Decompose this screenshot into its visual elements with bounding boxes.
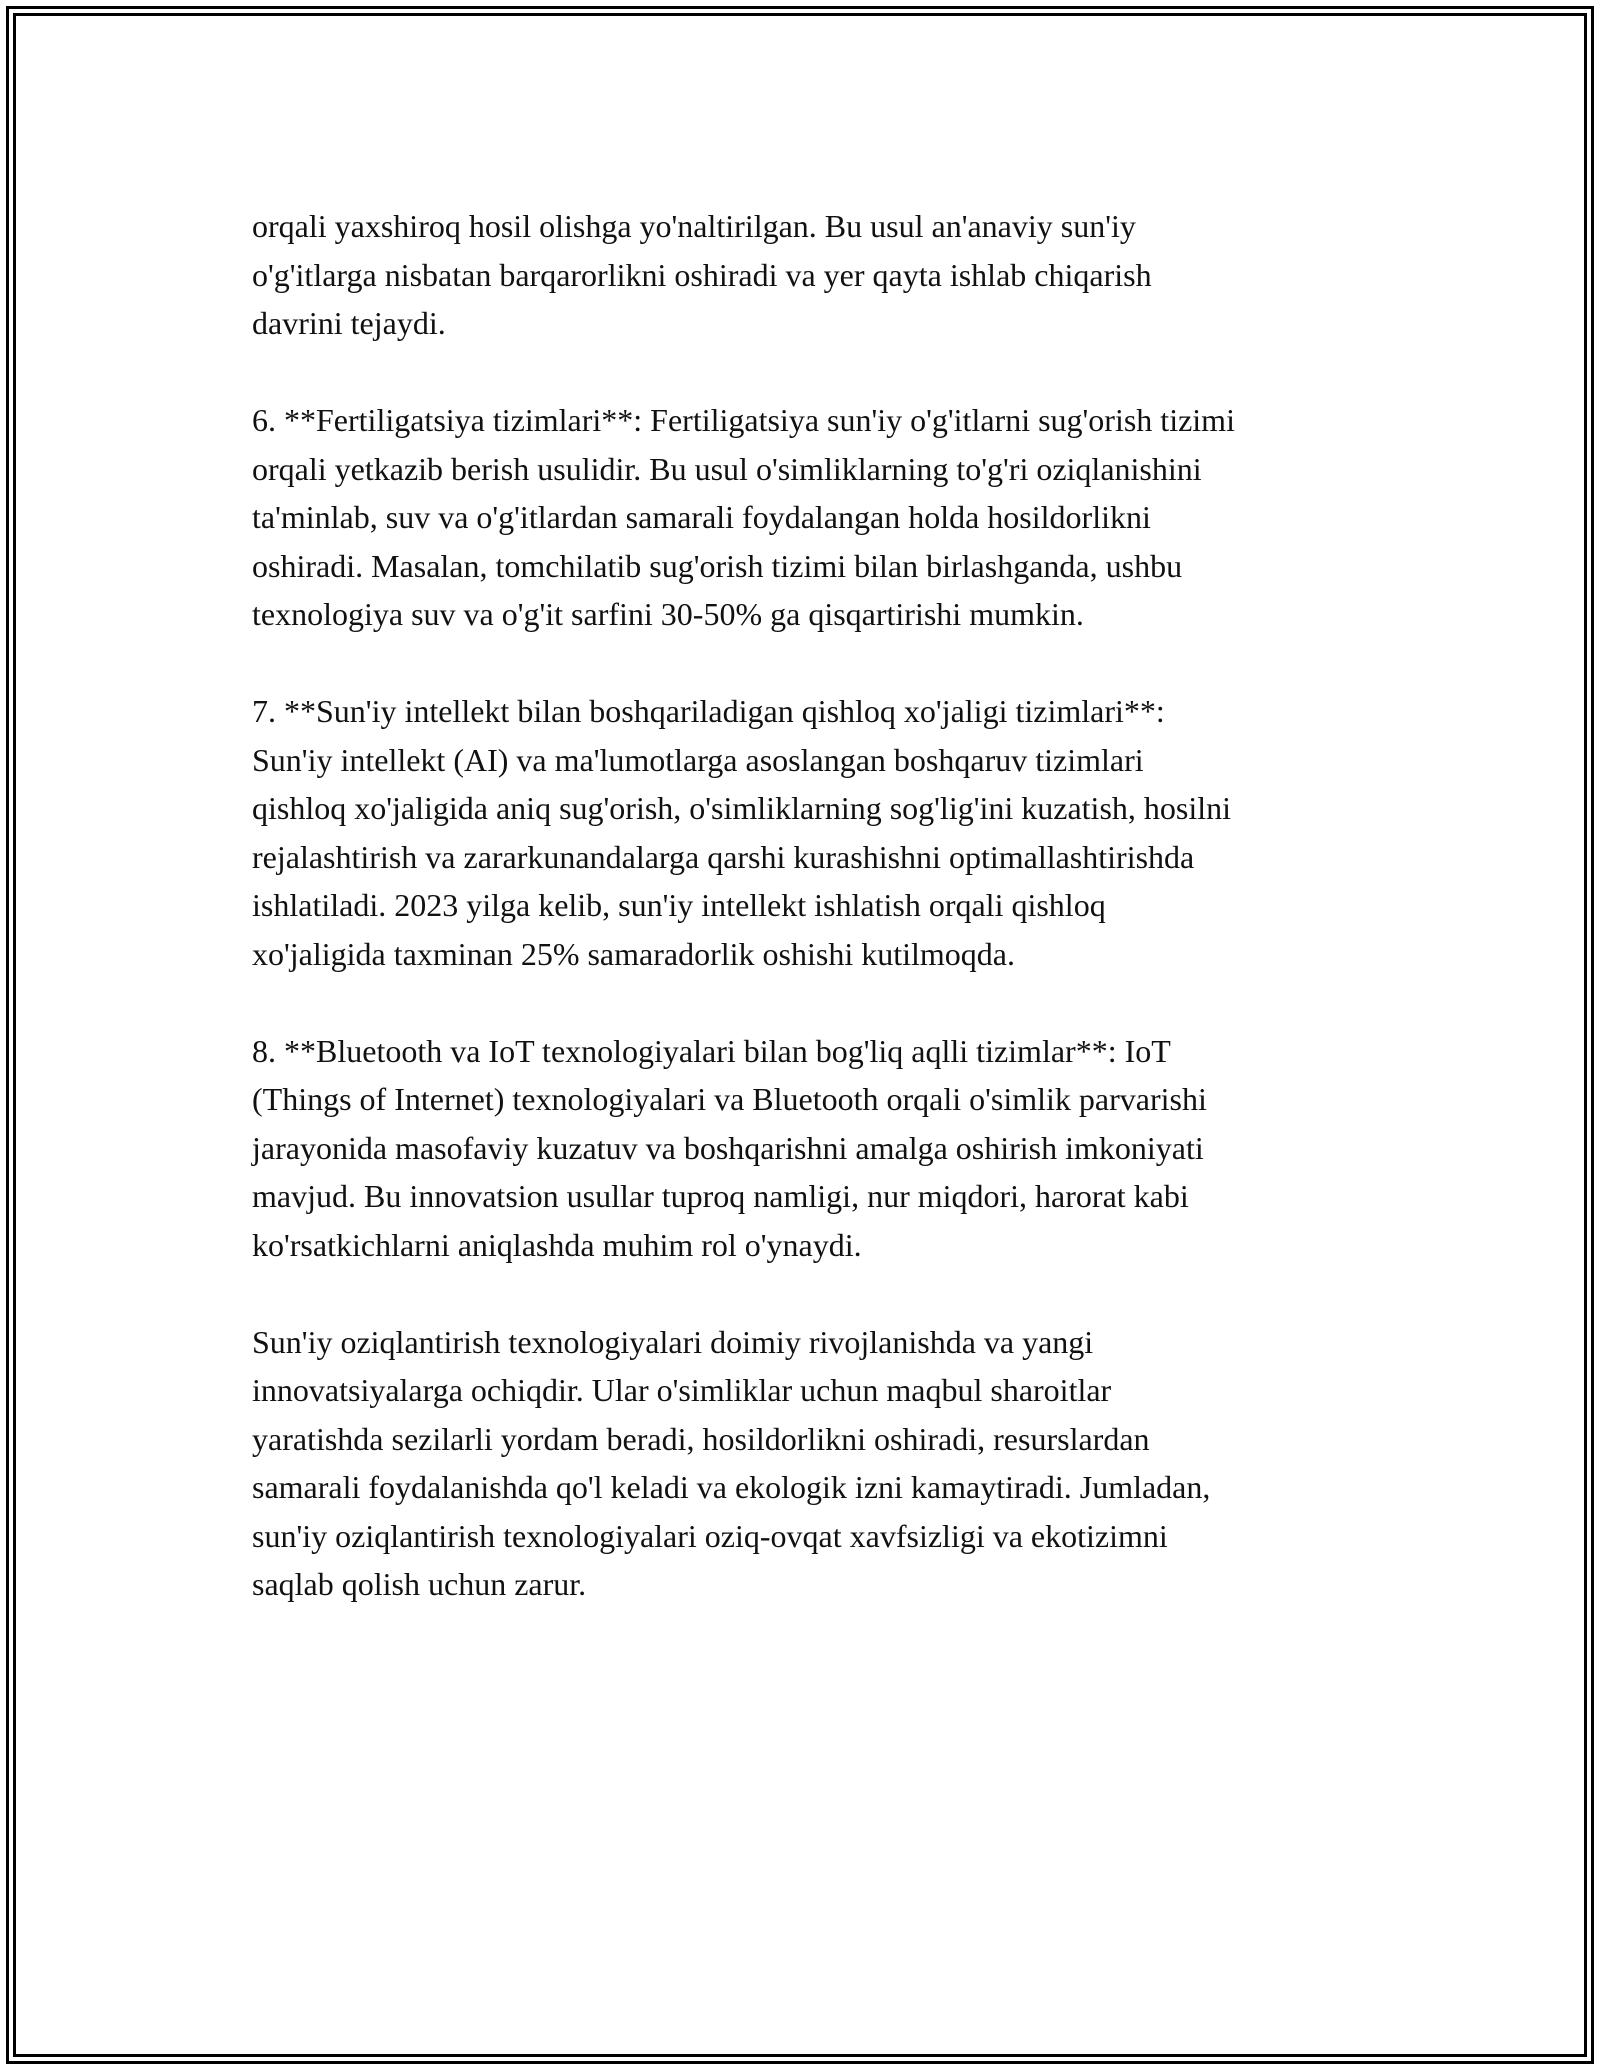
text-line: sun'iy oziqlantirish texnologiyalari oziq-ovqat xavfsizligi va ekotizimni (252, 1517, 1168, 1554)
text-line: Sun'iy oziqlantirish texnologiyalari doimiy rivojlanishda va yangi (252, 1323, 1094, 1360)
paragraph-item-7-ai-agriculture (252, 687, 1402, 978)
text-line: xo'jaligida taxminan 25% samaradorlik oshishi kutilmoqda. (252, 935, 1015, 972)
paragraph-item-6-fertigation (252, 396, 1402, 639)
text-line: rejalashtirish va zararkunandalarga qarshi kurashishni optimallashtirishda (252, 838, 1195, 875)
text-line: 6. **Fertiligatsiya tizimlari**: Fertiligatsiya sun'iy o'g'itlarni sug'orish tizimi (252, 402, 1235, 438)
text-line: innovatsiyalarga ochiqdir. Ular o'simliklar uchun maqbul sharoitlar (252, 1372, 1112, 1408)
text-line: orqali yaxshiroq hosil olishga yo'naltirilgan. Bu usul an'anaviy sun'iy (252, 208, 1136, 244)
paragraph-intro-continuation (252, 202, 1402, 348)
text-line: jarayonida masofaviy kuzatuv va boshqarishni amalga oshirish imkoniyati (252, 1129, 1204, 1166)
text-line: texnologiya suv va o'g'it sarfini 30-50% ga qisqartirishi mumkin. (252, 596, 1084, 632)
text-line: ishlatiladi. 2023 yilga kelib, sun'iy intellekt ishlatish orqali qishloq (252, 887, 1106, 923)
text-line: o'g'itlarga nisbatan barqarorlikni oshiradi va yer qayta ishlab chiqarish (252, 256, 1152, 293)
text-line: samarali foydalanishda qo'l keladi va ekologik izni kamaytiradi. Jumladan, (252, 1469, 1211, 1505)
text-line: yaratishda sezilarli yordam beradi, hosildorlikni oshiradi, resurslardan (252, 1420, 1150, 1457)
text-line: 8. **Bluetooth va IoT texnologiyalari bilan bog'liq aqlli tizimlar**: IoT (252, 1032, 1171, 1069)
document-body (252, 202, 1402, 1657)
text-line: Sun'iy intellekt (AI) va ma'lumotlarga asoslangan boshqaruv tizimlari (252, 741, 1144, 778)
text-line: oshiradi. Masalan, tomchilatib sug'orish tizimi bilan birlashganda, ushbu (252, 547, 1183, 584)
text-line: (Things of Internet) texnologiyalari va Bluetooth orqali o'simlik parvarishi (252, 1081, 1207, 1117)
page-border (13, 13, 1587, 2057)
text-line: ta'minlab, suv va o'g'itlardan samarali foydalangan holda hosildorlikni (252, 499, 1151, 535)
text-line: davrini tejaydi. (252, 305, 446, 341)
text-line: mavjud. Bu innovatsion usullar tuproq namligi, nur miqdori, harorat kabi (252, 1178, 1189, 1214)
text-line: saqlab qolish uchun zarur. (252, 1566, 587, 1602)
paragraph-item-8-iot-bluetooth (252, 1027, 1402, 1270)
text-line: 7. **Sun'iy intellekt bilan boshqariladigan qishloq xo'jaligi tizimlari**: (252, 693, 1165, 729)
paragraph-conclusion (252, 1318, 1402, 1609)
text-line: qishloq xo'jaligida aniq sug'orish, o'simliklarning sog'lig'ini kuzatish, hosilni (252, 790, 1232, 826)
text-line: ko'rsatkichlarni aniqlashda muhim rol o'ynaydi. (252, 1226, 862, 1263)
document-page (6, 6, 1594, 2064)
text-line: orqali yetkazib berish usulidir. Bu usul o'simliklarning to'g'ri oziqlanishini (252, 450, 1202, 487)
